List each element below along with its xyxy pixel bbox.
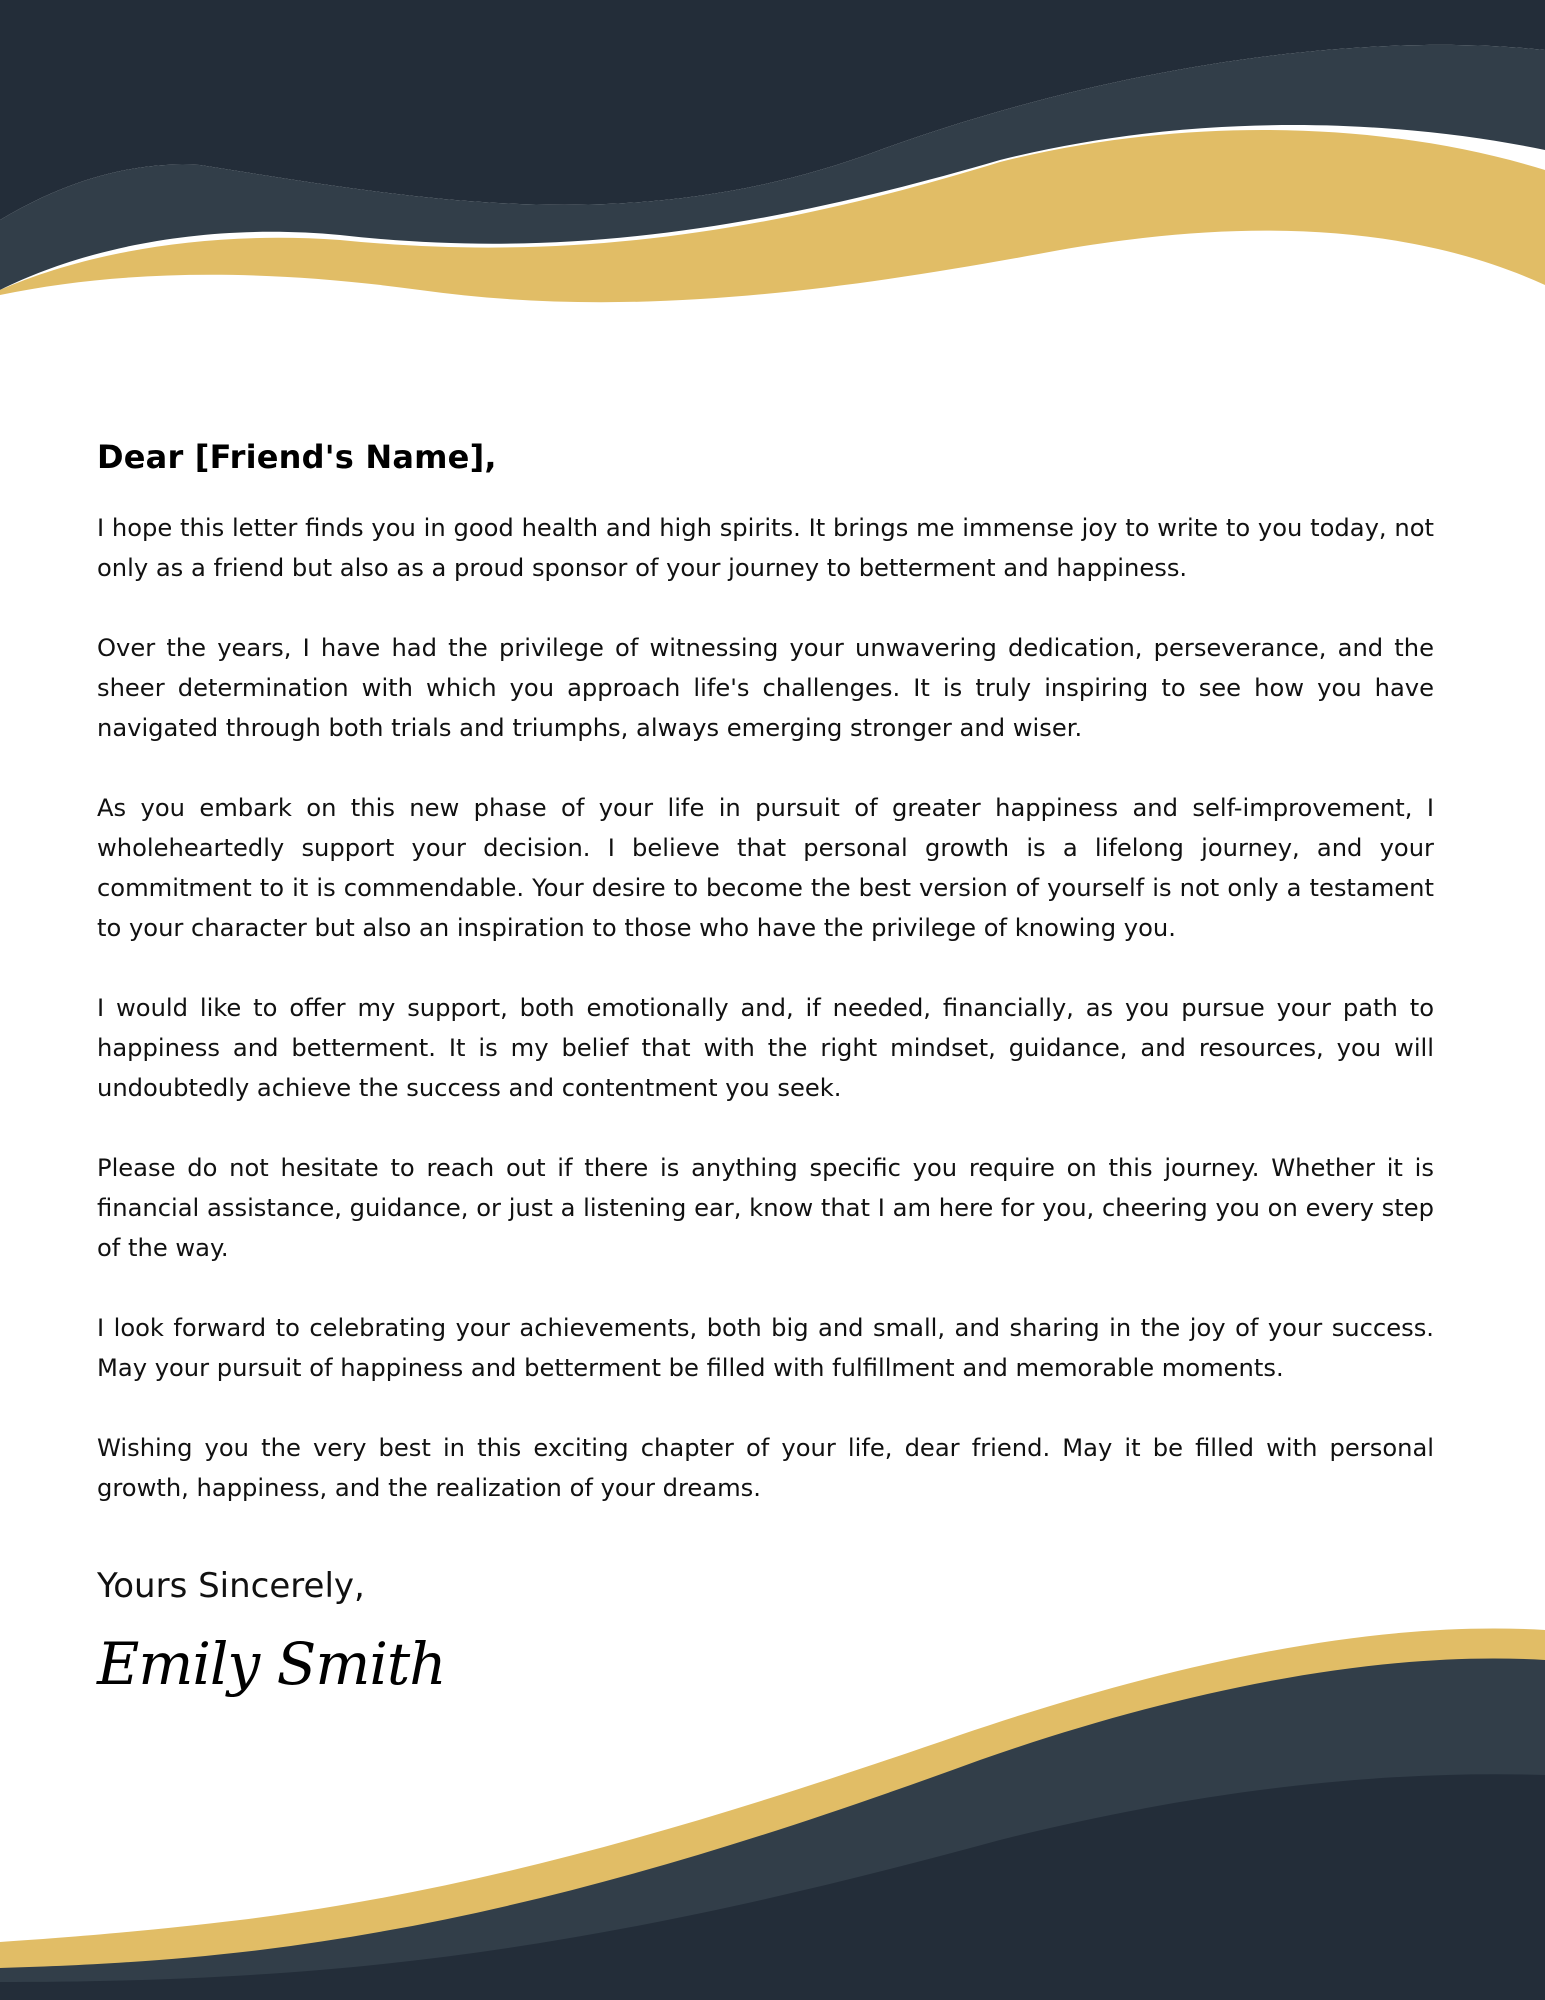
paragraph-2: Over the years, I have had the privilege of witnessing your unwavering dedication, perseverance, and the sheer determination with which you approach life's challenges. It is truly inspiring to see how you have navigated through both trials and triumphs, always emerging stronger and wiser. bbox=[97, 634, 1434, 742]
paragraph-5: Please do not hesitate to reach out if there is anything specific you require on this journey. Whether it is financial assistance, guidance, or just a listening ear, know that I am here for you, cheering you on every step of the way. bbox=[97, 1154, 1434, 1262]
paragraph-4: I would like to offer my support, both emotionally and, if needed, financially, as you pursue your path to happiness and betterment. It is my belief that with the right mindset, guidance, and resources, you will undoubtedly achieve the success and contentment you seek. bbox=[97, 994, 1434, 1102]
paragraph-7: Wishing you the very best in this exciting chapter of your life, dear friend. May it be filled with personal growth, happiness, and the realization of your dreams. bbox=[97, 1434, 1434, 1502]
paragraph-3: As you embark on this new phase of your life in pursuit of greater happiness and self-improvement, I wholeheartedly support your decision. I believe that personal growth is a lifelong journey, and your commitment to it is commendable. Your desire to become the best version of yourself is not only a testament to your character but also an inspiration to those who have the privilege of knowing you. bbox=[97, 794, 1434, 942]
footer-wave-decoration bbox=[0, 1620, 1545, 2000]
header-wave-decoration bbox=[0, 0, 1545, 320]
paragraph-1: I hope this letter finds you in good health and high spirits. It brings me immense joy to write to you today, not only as a friend but also as a proud sponsor of your journey to betterment and happiness. bbox=[97, 514, 1434, 582]
salutation: Dear [Friend's Name], bbox=[97, 438, 497, 476]
paragraph-6: I look forward to celebrating your achievements, both big and small, and sharing in the joy of your success. May your pursuit of happiness and betterment be filled with fulfillment and memorable moments. bbox=[97, 1314, 1434, 1382]
letter-body bbox=[97, 430, 1434, 1704]
signature: Emily Smith bbox=[97, 1630, 446, 1698]
closing-line: Yours Sincerely, bbox=[97, 1566, 365, 1606]
